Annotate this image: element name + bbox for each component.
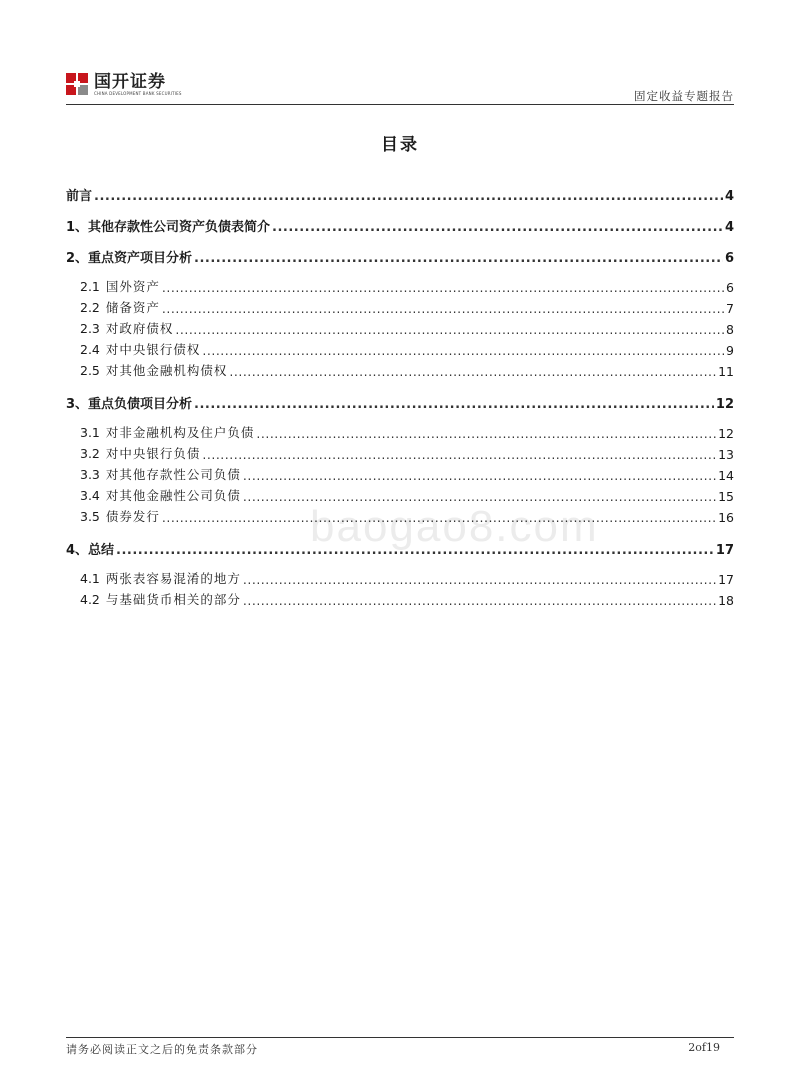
toc-page-number: 7 — [726, 301, 734, 316]
toc-leader — [162, 280, 724, 295]
logo-name-en: CHINA DEVELOPMENT BANK SECURITIES — [94, 91, 182, 96]
toc-entry-3-2[interactable] — [66, 441, 734, 462]
toc-entry-label: 对中央银行债权 — [105, 342, 201, 357]
toc-page-number: 16 — [718, 510, 734, 525]
toc-entry-preface[interactable] — [66, 181, 734, 204]
toc-page-number: 12 — [715, 397, 734, 412]
toc-entry-number: 2.4 — [80, 342, 100, 357]
toc-entry-label: 储备资产 — [105, 300, 160, 315]
toc-page-number: 17 — [718, 572, 734, 587]
toc-title: 目录 — [381, 135, 419, 155]
toc-leader — [202, 343, 724, 358]
toc-entry-label: 债券发行 — [105, 509, 160, 524]
toc-entry-section-3[interactable] — [66, 389, 734, 412]
toc-page-number: 15 — [718, 489, 734, 504]
toc-page-number: 8 — [726, 322, 734, 337]
toc-leader — [243, 468, 716, 483]
toc-leader — [94, 189, 723, 204]
toc-entry-3-1[interactable] — [66, 420, 734, 441]
toc-entry-number: 3.1 — [80, 425, 100, 440]
toc-leader — [202, 447, 716, 462]
toc-page-number: 14 — [718, 468, 734, 483]
toc-entry-label: 前言 — [66, 189, 93, 204]
toc-leader — [243, 593, 716, 608]
toc-entry-label: 3、重点负债项目分析 — [66, 397, 193, 412]
header-divider — [66, 104, 734, 105]
logo-mark-icon — [66, 73, 88, 95]
toc-page-number: 18 — [718, 593, 734, 608]
toc-entry-section-1[interactable] — [66, 212, 734, 235]
toc-entry-label: 对非金融机构及住户负债 — [105, 425, 255, 440]
toc-entry-section-2[interactable] — [66, 243, 734, 266]
toc-entry-number: 3.2 — [80, 446, 100, 461]
toc-entry-number: 3.3 — [80, 467, 100, 482]
toc-entry-label: 对其他存款性公司负债 — [105, 467, 241, 482]
toc-entry-number: 2.5 — [80, 363, 100, 378]
toc-entry-number: 3.5 — [80, 509, 100, 524]
footer-divider — [66, 1037, 734, 1038]
toc-entry-number: 4.1 — [80, 571, 100, 586]
toc-entry-3-3[interactable] — [66, 462, 734, 483]
toc-entry-number: 4.2 — [80, 592, 100, 607]
toc-entry-2-3[interactable] — [66, 316, 734, 337]
toc-leader — [175, 322, 724, 337]
toc-entry-number: 2.2 — [80, 300, 100, 315]
toc-entry-label: 2、重点资产项目分析 — [66, 251, 193, 266]
toc-leader — [116, 543, 714, 558]
toc-entry-label: 对中央银行负债 — [105, 446, 201, 461]
toc-leader — [229, 364, 716, 379]
toc-leader — [243, 572, 716, 587]
toc-entry-4-2[interactable] — [66, 587, 734, 608]
toc-page-number: 11 — [718, 364, 734, 379]
toc-leader — [243, 489, 716, 504]
toc-entry-3-4[interactable] — [66, 483, 734, 504]
toc-entry-number: 3.4 — [80, 488, 100, 503]
toc-page-number: 4 — [724, 189, 734, 204]
logo-name-cn: 国开证券 — [94, 72, 166, 92]
toc-entry-number: 2.1 — [80, 279, 100, 294]
toc-entry-label: 对其他金融性公司负债 — [105, 488, 241, 503]
toc-entry-label: 对其他金融机构债权 — [105, 363, 228, 378]
toc-page-number: 6 — [726, 280, 734, 295]
toc-entry-label: 国外资产 — [105, 279, 160, 294]
toc-leader — [194, 251, 723, 266]
toc-entry-label: 对政府债权 — [105, 321, 174, 336]
toc-leader — [162, 510, 716, 525]
toc-page-number: 4 — [724, 220, 734, 235]
company-logo — [66, 73, 182, 97]
toc-entry-2-4[interactable] — [66, 337, 734, 358]
toc-entry-number: 2.3 — [80, 321, 100, 336]
toc-page-number: 12 — [718, 426, 734, 441]
toc-page-number: 17 — [715, 543, 734, 558]
toc-entry-2-1[interactable] — [66, 274, 734, 295]
table-of-contents — [66, 181, 734, 608]
toc-entry-label: 与基础货币相关的部分 — [105, 592, 241, 607]
toc-leader — [162, 301, 724, 316]
toc-entry-2-5[interactable] — [66, 358, 734, 379]
toc-entry-label: 两张表容易混淆的地方 — [105, 571, 241, 586]
toc-entry-section-4[interactable] — [66, 535, 734, 558]
toc-entry-label: 4、总结 — [66, 543, 115, 558]
toc-page-number: 13 — [718, 447, 734, 462]
toc-page-number: 6 — [724, 251, 734, 266]
toc-entry-2-2[interactable] — [66, 295, 734, 316]
toc-leader — [272, 220, 723, 235]
toc-page-number: 9 — [726, 343, 734, 358]
toc-entry-4-1[interactable] — [66, 566, 734, 587]
toc-leader — [194, 397, 714, 412]
footer-disclaimer: 请务必阅读正文之后的免责条款部分 — [66, 1043, 258, 1056]
toc-entry-3-5[interactable] — [66, 504, 734, 525]
report-type: 固定收益专题报告 — [634, 89, 734, 103]
toc-entry-label: 1、其他存款性公司资产负债表简介 — [66, 220, 271, 235]
footer-page-number: 2of19 — [688, 1041, 720, 1054]
watermark: baogao8.com — [310, 502, 599, 551]
toc-leader — [256, 426, 716, 441]
